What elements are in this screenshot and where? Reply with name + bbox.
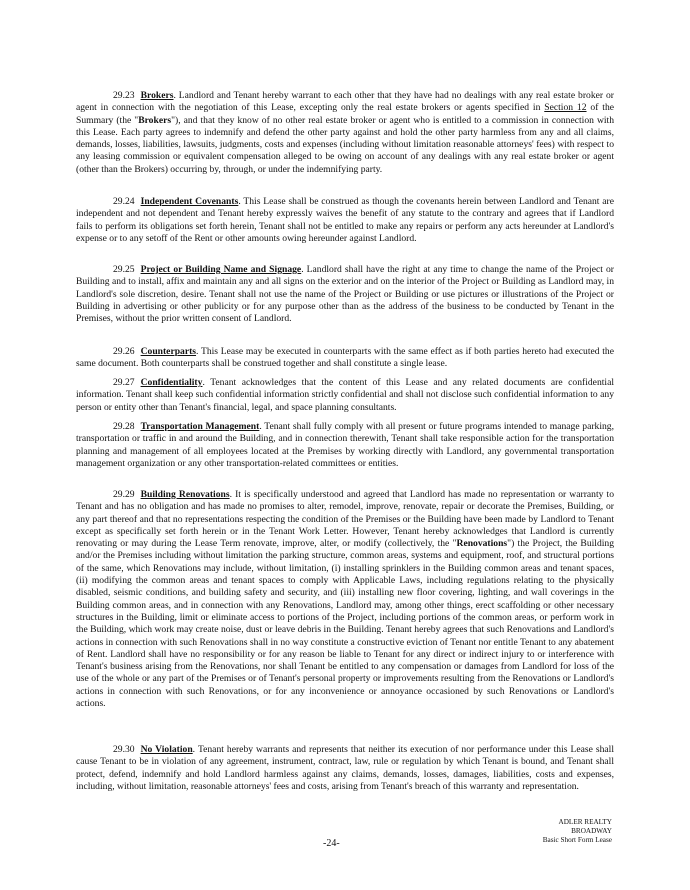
- section-number: 29.27: [113, 377, 135, 388]
- section-title: Confidentiality: [140, 377, 203, 388]
- section-number: 29.28: [113, 421, 135, 432]
- section-text: "), and that they know of no other real estate broker or agent who is entitled to a commission in connection with this Lease. Each party agrees to indemnify and defend the other party against and hold the other party harmless from any and all claims, demands, losses, liabilities, lawsuits, judgments, costs and expenses (including without limitation reasonable attorneys' fees) with respect to any leasing commission or equivalent compensation alleged to be owing on account of any dealings with any real estate broker or agent (other than the Brokers) occurring by, through, or under the indemnifying party.: [76, 114, 614, 175]
- footer-line-company: ADLER REALTY: [558, 818, 612, 826]
- footer-line-building: BROADWAY: [571, 827, 612, 836]
- section-title: Transportation Management: [140, 421, 260, 432]
- page-number: -24-: [323, 838, 340, 849]
- section-29-23: 29.23 Brokers. Landlord and Tenant hereby warrant to each other that they have had no dealings with any real estate broker or agent in connection with the negotiation of this Lease, excepting only the real estate brokers or agents specified in Section 12 of the Summary (the "Brokers"), and that they know of no other real estate broker or agent who is entitled to a commission in connection with this Lease. Each party agrees to indemnify and defend the other party against and hold the other party harmless from any and all claims, demands, losses, liabilities, lawsuits, judgments, costs and expenses (including without limitation reasonable attorneys' fees) with respect to any leasing commission or equivalent compensation alleged to be owing on account of any dealings with any real estate broker or agent (other than the Brokers) occurring by, through, or under the indemnifying party.: [76, 90, 615, 175]
- section-text: of the Summary (the ": [76, 102, 615, 126]
- footer-line-form: Basic Short Form Lease: [542, 836, 612, 845]
- section-text: Tenant hereby warrants and represents that neither its execution of nor performance under this Lease shall cause Tenant to be in violation of any agreement, instrument, contract, law, rule or regulation by which Tenant is bound, and Tenant shall protect, defend, indemnify and hold Landlord harmless against any claims, demands, losses, damages, liabilities, costs and expenses, including, without limitation, reasonable attorneys' fees and costs, arising from Tenant's breach of this warranty and representation.: [76, 744, 615, 792]
- section-29-28: 29.28 Transportation Management. Tenant shall fully comply with all present or future programs intended to manage parking, transportation or traffic in and around the Building, and in connection therewith, Tenant shall take responsible action for the transportation planning and management of all employees located at the Premises by working directly with Landlord, any governmental transportation management organization or any other transportation-related committees or entities.: [76, 421, 614, 469]
- section-29-24: 29.24 Independent Covenants. This Lease shall be construed as though the covenants herein between Landlord and Tenant are independent and not dependent and Tenant hereby expressly waives the benefit of any statute to the contrary and agrees that if Landlord fails to perform its obligations set forth herein, Tenant shall not be entitled to make any repairs or perform any acts hereunder at Landlord's expense or to any setoff of the Rent or other amounts owing hereunder against Landlord.: [76, 196, 615, 244]
- section-number: 29.24: [113, 196, 135, 207]
- section-title: Building Renovations: [140, 489, 230, 500]
- defined-term: Brokers: [138, 114, 172, 126]
- section-title: Independent Covenants: [140, 196, 239, 207]
- section-number: 29.23: [113, 90, 135, 101]
- section-title: Brokers: [140, 90, 174, 101]
- section-title: Counterparts: [140, 346, 197, 357]
- section-title: Project or Building Name and Signage: [140, 264, 302, 275]
- section-29-27: 29.27 Confidentiality. Tenant acknowledges that the content of this Lease and any related documents are confidential information. Tenant shall keep such confidential information strictly confidential and shall not disclose such confidential information to any person or entity other than Tenant's financial, legal, and space planning consultants.: [76, 377, 614, 413]
- section-number: 29.25: [113, 264, 135, 275]
- section-text: Landlord and Tenant hereby warrant to each other that they have had no dealings with any real estate broker or agent in connection with the negotiation of this Lease, excepting only the real estate brokers or agents specified in: [76, 90, 614, 114]
- section-29-29: 29.29 Building Renovations. It is specifically understood and agreed that Landlord has made no representation or warranty to Tenant and has no obligation and has made no promises to alter, remodel, improve, renovate, repair or decorate the Premises, Building, or any part thereof and that no representations respecting the condition of the Premises or the Building have been made by Landlord to Tenant except as specifically set forth herein or in the Tenant Work Letter. However, Tenant hereby acknowledges that Landlord is currently renovating or may during the Lease Term renovate, improve, alter, or modify (collectively, the "Renovations") the Project, the Building and/or the Premises including without limitation the parking structure, common areas, systems and equipment, roof, and structural portions of the same, which Renovations may include, without limitation, (i) installing sprinklers in the Building common areas and tenant spaces, (ii) modifying the common areas and tenant spaces to comply with Applicable Laws, including regulations relating to the physically disabled, seismic conditions, and building safety and security, and (iii) installing new floor covering, lighting, and wall coverings in the Building common areas, and in connection with any Renovations, Landlord may, among other things, erect scaffolding or other necessary structures in the Building, limit or eliminate access to portions of the Project, including portions of the common areas, or perform work in the Building, which work may create noise, dust or leave debris in the Building. Tenant hereby agrees that such Renovations and Landlord's actions in connection with such Renovations shall in no way constitute a constructive eviction of Tenant nor entitle Tenant to any abatement of Rent. Landlord shall have no responsibility or for any reason be liable to Tenant for any direct or indirect injury to or interference with Tenant's business arising from the Renovations, nor shall Tenant be entitled to any compensation or damages from Landlord for loss of the use of the whole or any part of the Premises or of Tenant's personal property or improvements resulting from the Renovations or Landlord's actions in connection with such Renovations, or for any inconvenience or annoyance occasioned by such Renovations or Landlord's actions.: [76, 489, 615, 710]
- section-text: Landlord shall have the right at any time to change the name of the Project or Building and to install, affix and maintain any and all signs on the exterior and on the interior of the Project or Building as Landlord may, in Landlord's sole discretion, desire. Tenant shall not use the name of the Project or Building or use pictures or illustrations of the Project or Building in advertising or other publicity or for any purpose other than as the address of the business to be conducted by Tenant in the Premises, without the prior written consent of Landlord.: [76, 264, 615, 325]
- defined-term: Renovations: [456, 538, 508, 550]
- section-29-26: 29.26 Counterparts. This Lease may be executed in counterparts with the same effect as if both parties hereto had executed the same document. Both counterparts shall be construed together and shall constitute a single lease.: [76, 346, 614, 370]
- section-number: 29.26: [113, 346, 135, 357]
- section-title: No Violation: [140, 744, 193, 755]
- section-text: This Lease may be executed in counterparts with the same effect as if both parties hereto had executed the same document. Both counterparts shall be construed together and shall constitute a single lease.: [76, 346, 614, 370]
- section-29-25: 29.25 Project or Building Name and Signage. Landlord shall have the right at any time to change the name of the Project or Building and to install, affix and maintain any and all signs on the exterior and on the interior of the Project or Building as Landlord may, in Landlord's sole discretion, desire. Tenant shall not use the name of the Project or Building or use pictures or illustrations of the Project or Building in advertising or other publicity or for any purpose other than as the address of the business to be conducted by Tenant in the Premises, without the prior written consent of Landlord.: [76, 264, 615, 325]
- section-text: It is specifically understood and agreed that Landlord has made no representation or warranty to Tenant and has no obligation and has made no promises to alter, remodel, improve, renovate, repair or decorate the Premises, Building, or any part thereof and that no representations respecting the condition of the Premises or the Building have been made by Landlord to Tenant except as specifically set forth herein or in the Tenant Work Letter. However, Tenant hereby acknowledges that Landlord is currently renovating or may during the Lease Term renovate, improve, alter, or modify (collectively, the ": [76, 489, 614, 550]
- section-text: Tenant acknowledges that the content of this Lease and any related documents are confidential information. Tenant shall keep such confidential information strictly confidential and shall not disclose such confidential information to any person or entity other than Tenant's financial, legal, and space planning consultants.: [76, 377, 614, 413]
- section-text: ") the Project, the Building and/or the Premises including without limitation the parking structure, common areas, systems and equipment, roof, and structural portions of the same, which Renovations may include, without limitation, (i) installing sprinklers in the Building common areas and tenant spaces, (ii) modifying the common areas and tenant spaces to comply with Applicable Laws, including regulations relating to the physically disabled, seismic conditions, and building safety and security, and (iii) installing new floor covering, lighting, and wall coverings in the Building common areas, and in connection with any Renovations, Landlord may, among other things, erect scaffolding or other necessary structures in the Building, limit or eliminate access to portions of the Project, including portions of the common areas, or perform work in the Building, which work may create noise, dust or leave debris in the Building. Tenant hereby agrees that such Renovations and Landlord's actions in connection with such Renovations shall in no way constitute a constructive eviction of Tenant nor entitle Tenant to any abatement of Rent. Landlord shall have no responsibility or for any reason be liable to Tenant for any direct or indirect injury to or interference with Tenant's business arising from the Renovations, nor shall Tenant be entitled to any compensation or damages from Landlord for loss of the use of the whole or any part of the Premises or of Tenant's personal property or improvements resulting from the Renovations or Landlord's actions in connection with such Renovations, or for any inconvenience or annoyance occasioned by such Renovations or Landlord's actions.: [76, 538, 615, 710]
- section-text: Tenant shall fully comply with all present or future programs intended to manage parking, transportation or traffic in and around the Building, and in connection therewith, Tenant shall take responsible action for the transportation planning and management of all employees located at the Premises by working directly with Landlord, any governmental transportation management organization or any other transportation-related committees or entities.: [76, 421, 614, 469]
- section-number: 29.30: [113, 744, 135, 755]
- footer-identifier: [543, 818, 612, 846]
- section-text: This Lease shall be construed as though the covenants herein between Landlord and Tenant are independent and not dependent and Tenant hereby expressly waives the benefit of any statute to the contrary and agrees that if Landlord fails to perform its obligations set forth herein, Tenant shall not be entitled to make any repairs or perform any acts hereunder at Landlord's expense or to any setoff of the Rent or other amounts owing hereunder against Landlord.: [76, 196, 615, 244]
- section-number: 29.29: [113, 489, 135, 500]
- section-reference: Section 12: [544, 102, 587, 114]
- section-29-30: 29.30 No Violation. Tenant hereby warrants and represents that neither its execution of nor performance under this Lease shall cause Tenant to be in violation of any agreement, instrument, contract, law, rule or regulation by which Tenant is bound, and Tenant shall protect, defend, indemnify and hold Landlord harmless against any claims, demands, losses, damages, liabilities, costs and expenses, including, without limitation, reasonable attorneys' fees and costs, arising from Tenant's breach of this warranty and representation.: [76, 744, 615, 792]
